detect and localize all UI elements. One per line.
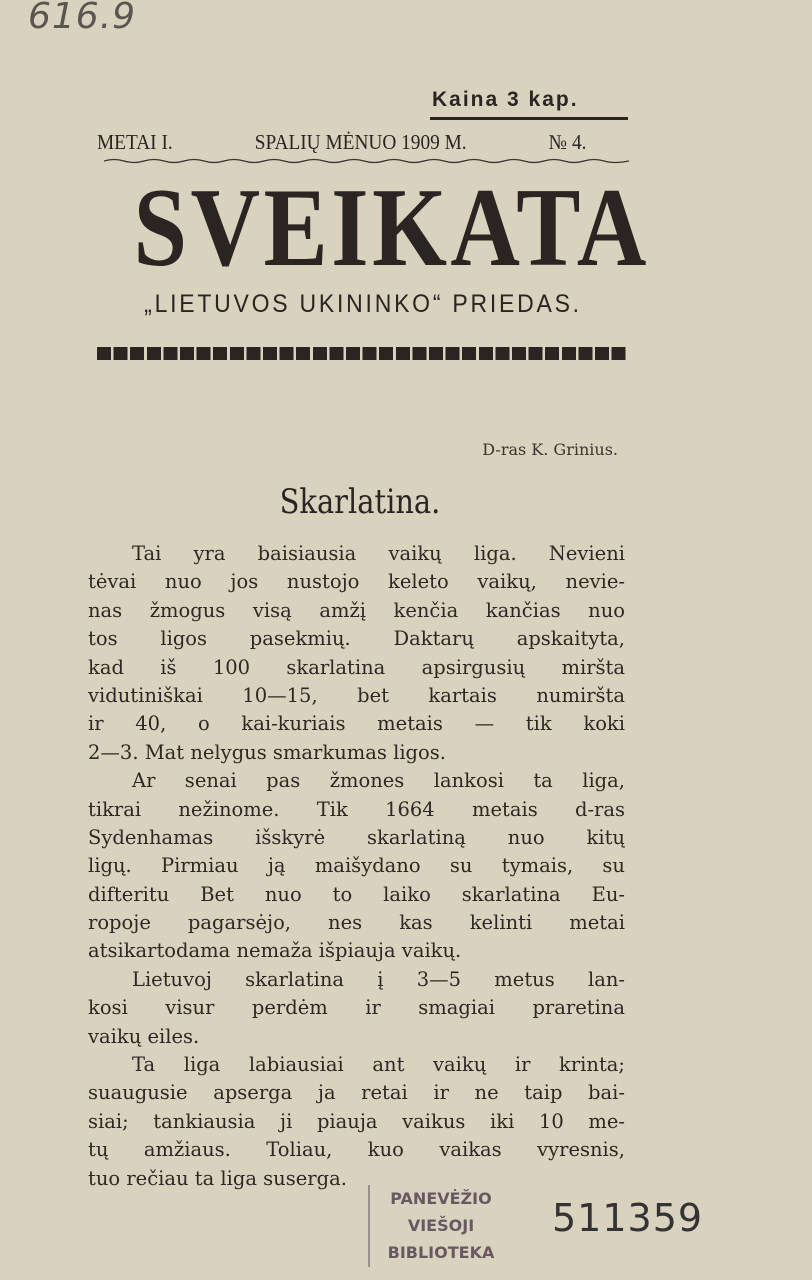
handwritten-inventory-number: 511359 xyxy=(552,1196,704,1240)
stamp-line: BIBLIOTEKA xyxy=(387,1243,495,1262)
body-line: difteritu Bet nuo to laiko skarlatina Eu- xyxy=(88,882,625,906)
masthead-title: SVEIKATA xyxy=(133,166,650,290)
price-label: Kaina 3 kap. xyxy=(432,88,579,111)
body-line: Lietuvoj skarlatina į 3—5 metus lan- xyxy=(132,967,625,991)
body-line: ropoje pagarsėjo, nes kas kelinti metai xyxy=(88,911,625,935)
body-line: ir 40, o kai-kuriais metais — tik koki xyxy=(88,712,625,736)
body-line: Tai yra baisiausia vaikų liga. Nevieni xyxy=(132,542,625,565)
issue-number: № 4. xyxy=(548,130,587,154)
body-line: vaikų eiles. xyxy=(88,1024,200,1048)
article-title: Skarlatina. xyxy=(279,482,441,522)
body-line: atsikartodama nemaža išpiauja vaikų. xyxy=(88,939,462,963)
body-line: suaugusie apserga ja retai ir ne taip bai- xyxy=(88,1081,625,1105)
body-line: nas žmogus visą amžį kenčia kančias nuo xyxy=(88,598,625,622)
issue-meta-line xyxy=(97,130,586,155)
body-line: kad iš 100 skarlatina apsirgusių miršta xyxy=(88,655,625,679)
body-line: tų amžiaus. Toliau, kuo vaikas vyresnis, xyxy=(88,1138,625,1162)
wavy-divider xyxy=(104,158,629,164)
price-underline xyxy=(430,117,628,120)
body-line: tikrai nežinome. Tik 1664 metais d-ras xyxy=(88,797,625,821)
ornamental-block-rule xyxy=(97,347,628,360)
body-line: 2—3. Mat nelygus smarkumas ligos. xyxy=(88,740,446,764)
body-line: tos ligos pasekmių. Daktarų apskaityta, xyxy=(88,627,625,651)
date-label: SPALIŲ MĖNUO 1909 M. xyxy=(254,130,467,154)
body-line: tuo rečiau ta liga suserga. xyxy=(88,1166,347,1190)
masthead-subtitle: „LIETUVOS UKININKO“ PRIEDAS. xyxy=(144,290,582,318)
body-line: ligų. Pirmiau ją maišydano su tymais, su xyxy=(88,854,625,878)
article-author: D-ras K. Grinius. xyxy=(482,440,618,459)
stamp-line: VIEŠOJI xyxy=(407,1216,475,1235)
body-line: Ta liga labiausiai ant vaikų ir krinta; xyxy=(132,1053,625,1077)
library-stamp xyxy=(368,1185,512,1267)
article-body xyxy=(88,540,625,1193)
body-line: Sydenhamas išskyrė skarlatiną nuo kitų xyxy=(88,825,625,849)
body-line: Ar senai pas žmones lankosi ta liga, xyxy=(132,769,625,793)
year-label: METAI I. xyxy=(97,130,173,154)
body-line: tėvai nuo jos nustojo keleto vaikų, nevie- xyxy=(88,570,625,594)
stamp-line: PANEVĖŽIO xyxy=(390,1189,492,1208)
handwritten-shelf-number: 616.9 xyxy=(28,0,137,37)
body-line: vidutiniškai 10—15, bet kartais numiršta xyxy=(88,683,625,707)
body-line: kosi visur perdėm ir smagiai praretina xyxy=(88,996,625,1020)
body-line: siai; tankiausia ji piauja vaikus iki 10 me- xyxy=(88,1109,625,1133)
